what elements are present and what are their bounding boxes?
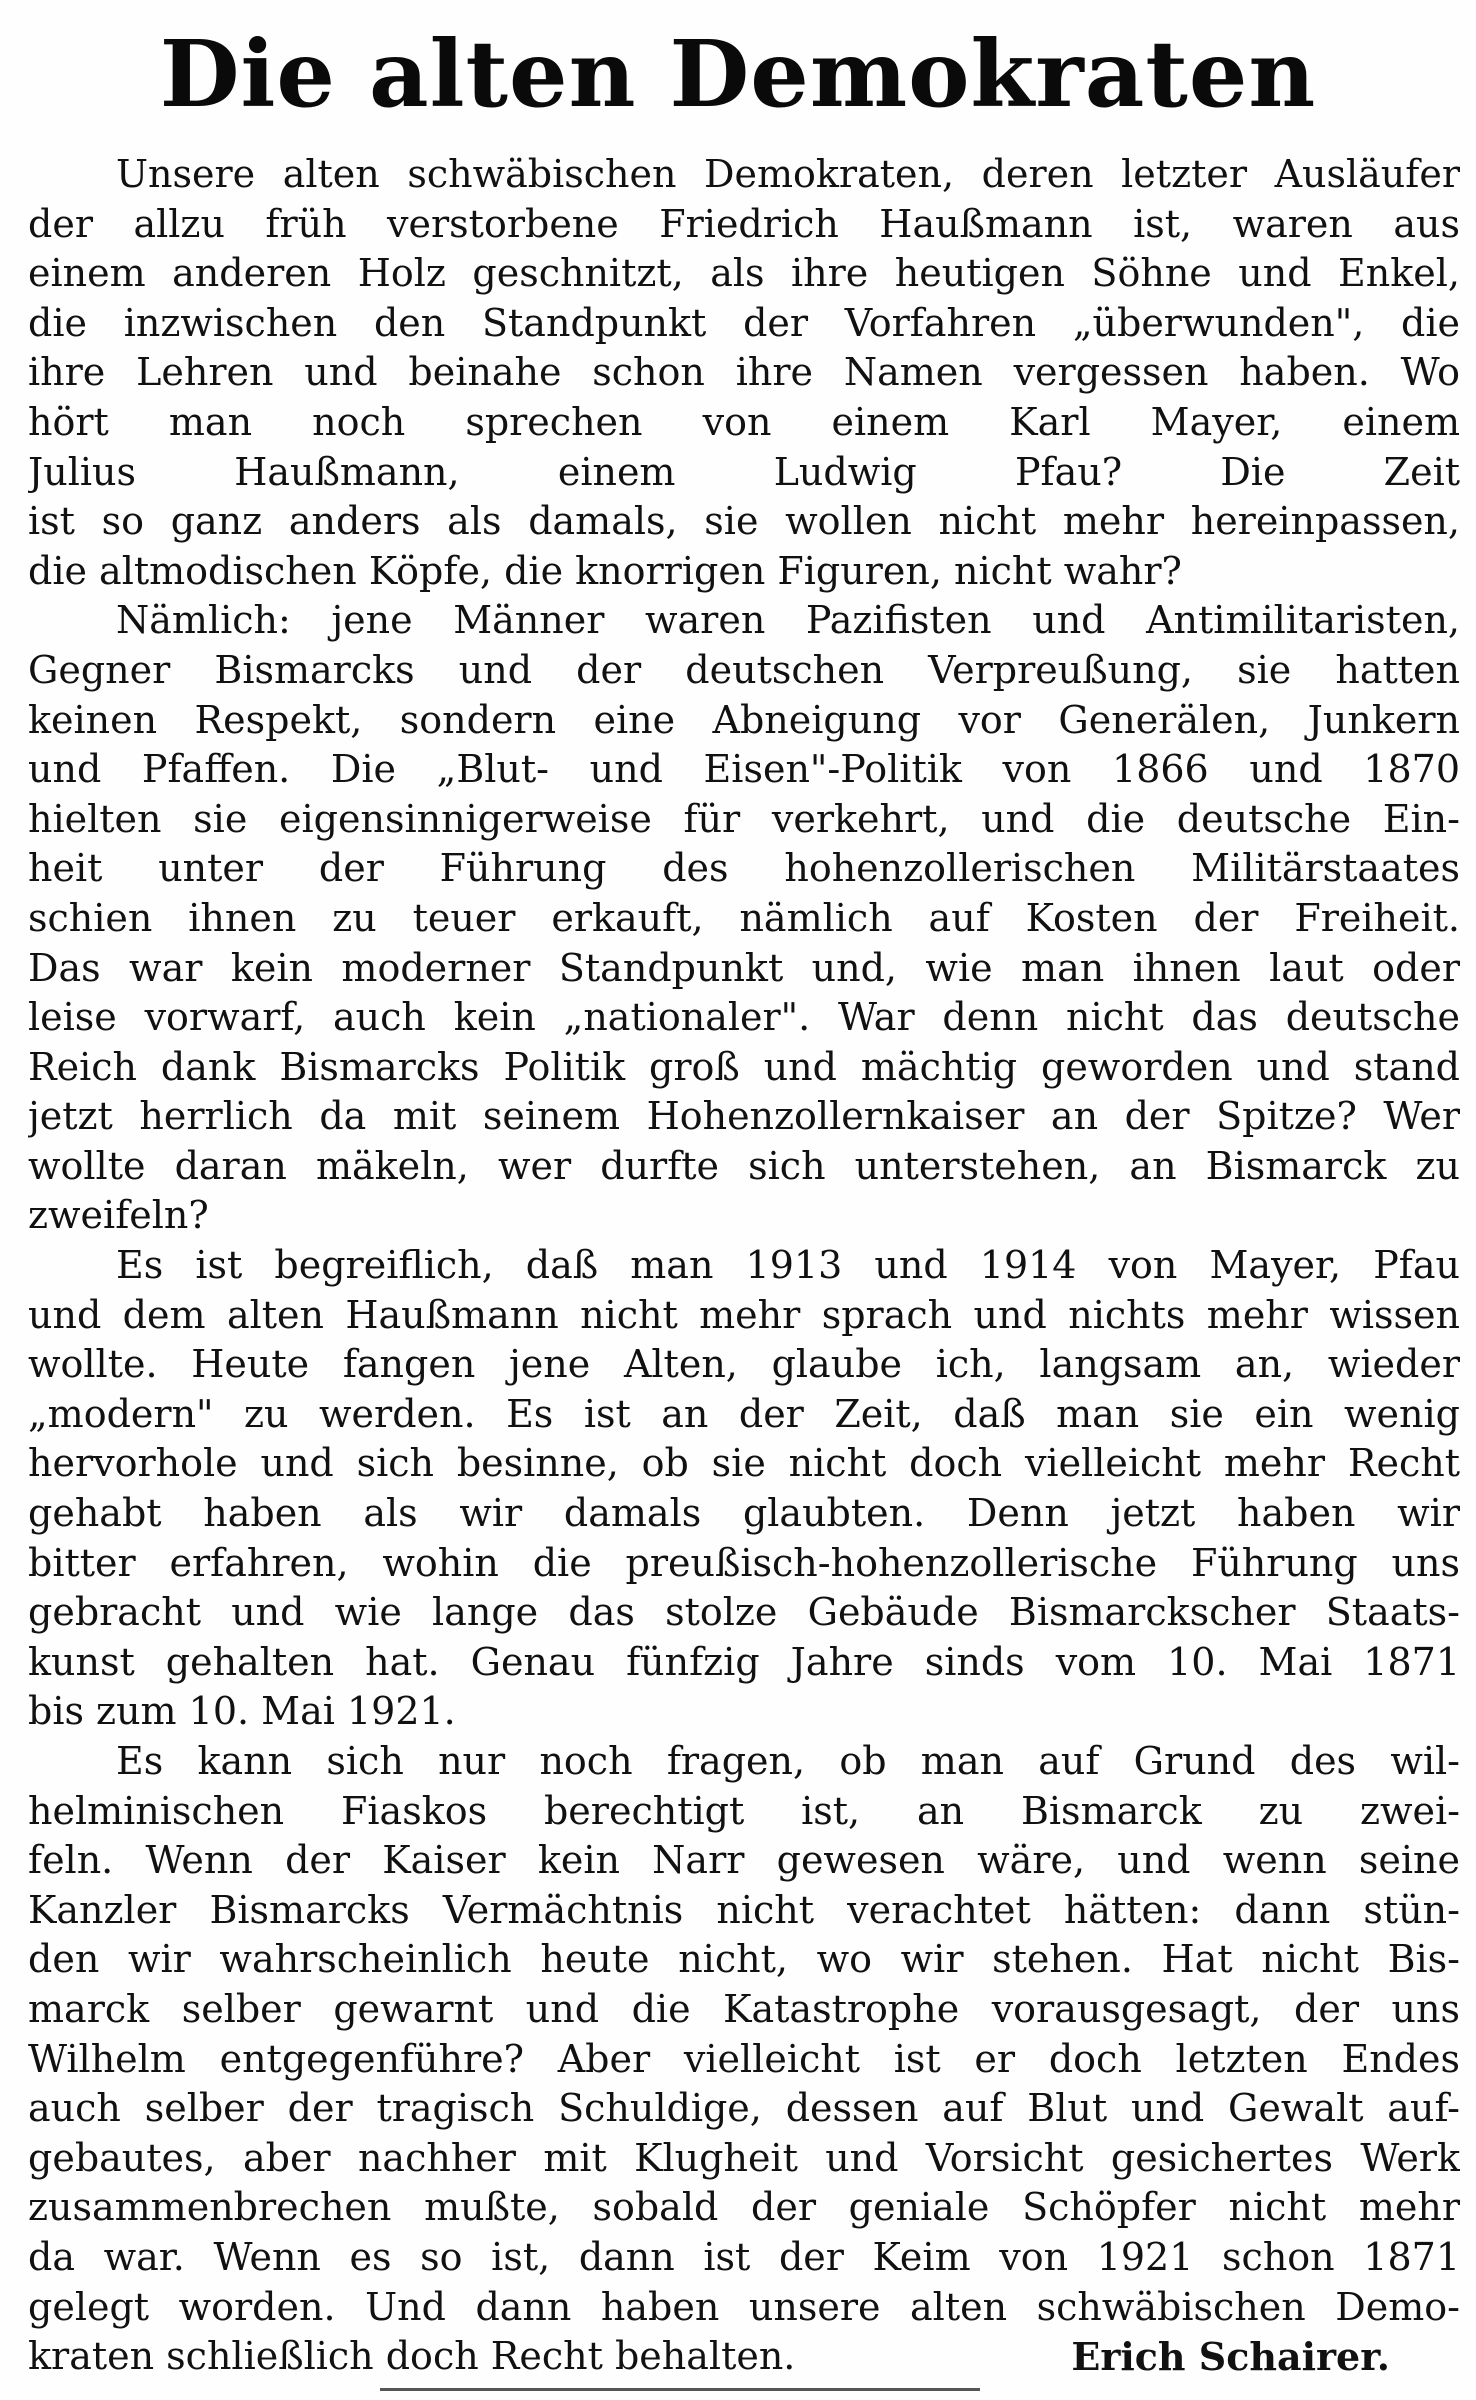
text-line: Julius Haußmann, einem Ludwig Pfau? Die Zeit	[28, 449, 1460, 494]
article-body	[28, 150, 1460, 2382]
text-line: gebautes, aber nachher mit Klugheit und Vorsicht gesichertes Werk	[28, 2135, 1460, 2180]
paragraph-4	[28, 1737, 1460, 2382]
text-line: Es kann sich nur noch fragen, ob man auf Grund des wil-	[116, 1739, 1460, 1783]
text-line: wollte. Heute fangen jene Alten, glaube ich, langsam an, wieder	[28, 1342, 1460, 1387]
text-line: Gegner Bismarcks und der deutschen Verpreußung, sie hatten	[28, 647, 1460, 692]
text-line: ihre Lehren und beinahe schon ihre Namen vergessen haben. Wo	[28, 350, 1460, 395]
text-line: schien ihnen zu teuer erkauft, nämlich auf Kosten der Freiheit.	[28, 895, 1460, 940]
text-line: und Pfaffen. Die „Blut- und Eisen"-Politik von 1866 und 1870	[28, 747, 1460, 792]
text-line: bis zum 10. Mai 1921.	[28, 1689, 456, 1734]
paragraph-3	[28, 1241, 1460, 1737]
text-line	[28, 2332, 1460, 2382]
text-line: gebracht und wie lange das stolze Gebäude Bismarckscher Staats-	[28, 1590, 1460, 1635]
text-line: bitter erfahren, wohin die preußisch-hohenzollerische Führung uns	[28, 1540, 1460, 1585]
text-line: die inzwischen den Standpunkt der Vorfahren „überwunden", die	[28, 300, 1460, 345]
text-line: Kanzler Bismarcks Vermächtnis nicht verachtet hätten: dann stün-	[28, 1887, 1460, 1932]
text-line: Reich dank Bismarcks Politik groß und mächtig geworden und stand	[28, 1044, 1460, 1089]
text-line: wollte daran mäkeln, wer durfte sich unterstehen, an Bismarck zu	[28, 1143, 1460, 1188]
text-line: und dem alten Haußmann nicht mehr sprach und nichts mehr wissen	[28, 1292, 1460, 1337]
text-line: gehabt haben als wir damals glaubten. Denn jetzt haben wir	[28, 1491, 1460, 1536]
text-line: einem anderen Holz geschnitzt, als ihre heutigen Söhne und Enkel,	[28, 251, 1460, 296]
text-line: Nämlich: jene Männer waren Pazifisten und Antimilitaristen,	[116, 598, 1460, 643]
author-signature: Erich Schairer.	[1071, 2334, 1390, 2380]
text-line: Unsere alten schwäbischen Demokraten, deren letzter Ausläufer	[116, 152, 1460, 196]
text-line: Es ist begreiflich, daß man 1913 und 1914 von Mayer, Pfau	[116, 1243, 1460, 1288]
text-line: auch selber der tragisch Schuldige, dessen auf Blut und Gewalt auf-	[28, 2086, 1460, 2131]
text-line: helminischen Fiaskos berechtigt ist, an Bismarck zu zwei-	[28, 1788, 1460, 1833]
text-line: feln. Wenn der Kaiser kein Narr gewesen wäre, und wenn seine	[28, 1838, 1460, 1883]
paragraph-2	[28, 596, 1460, 1241]
article-headline: Die alten Demokraten	[159, 20, 1317, 128]
text-line: kunst gehalten hat. Genau fünfzig Jahre sinds vom 10. Mai 1871	[28, 1639, 1460, 1684]
text-line: da war. Wenn es so ist, dann ist der Keim von 1921 schon 1871	[28, 2234, 1460, 2279]
text-line: der allzu früh verstorbene Friedrich Haußmann ist, waren aus	[28, 201, 1460, 246]
paragraph-1	[28, 150, 1460, 596]
text-line: keinen Respekt, sondern eine Abneigung vor Generälen, Junkern	[28, 697, 1460, 742]
text-line: leise vorwarf, auch kein „nationaler". War denn nicht das deutsche	[28, 995, 1460, 1040]
text-line: den wir wahrscheinlich heute nicht, wo wir stehen. Hat nicht Bis-	[28, 1937, 1460, 1982]
text-line: gelegt worden. Und dann haben unsere alten schwäbischen Demo-	[28, 2284, 1460, 2329]
closing-text: kraten schließlich doch Recht behalten.	[28, 2334, 796, 2379]
text-line: hervorhole und sich besinne, ob sie nicht doch vielleicht mehr Recht	[28, 1441, 1460, 1486]
text-line: marck selber gewarnt und die Katastrophe vorausgesagt, der uns	[28, 1986, 1460, 2031]
text-line: zusammenbrechen mußte, sobald der geniale Schöpfer nicht mehr	[28, 2185, 1460, 2230]
text-line: Wilhelm entgegenführe? Aber vielleicht ist er doch letzten Endes	[28, 2036, 1460, 2081]
text-line: zweifeln?	[28, 1193, 209, 1238]
bottom-edge-rule	[380, 2388, 980, 2391]
text-line: jetzt herrlich da mit seinem Hohenzollernkaiser an der Spitze? Wer	[28, 1094, 1460, 1139]
text-line: ist so ganz anders als damals, sie wollen nicht mehr hereinpassen,	[28, 499, 1460, 544]
text-line: die altmodischen Köpfe, die knorrigen Figuren, nicht wahr?	[28, 548, 1182, 593]
text-line: heit unter der Führung des hohenzollerischen Militärstaates	[28, 846, 1460, 891]
text-line: „modern" zu werden. Es ist an der Zeit, daß man sie ein wenig	[28, 1391, 1460, 1436]
text-line: hielten sie eigensinnigerweise für verkehrt, und die deutsche Ein-	[28, 796, 1460, 841]
text-line: hört man noch sprechen von einem Karl Mayer, einem	[28, 399, 1460, 444]
text-line: Das war kein moderner Standpunkt und, wie man ihnen laut oder	[28, 945, 1460, 990]
